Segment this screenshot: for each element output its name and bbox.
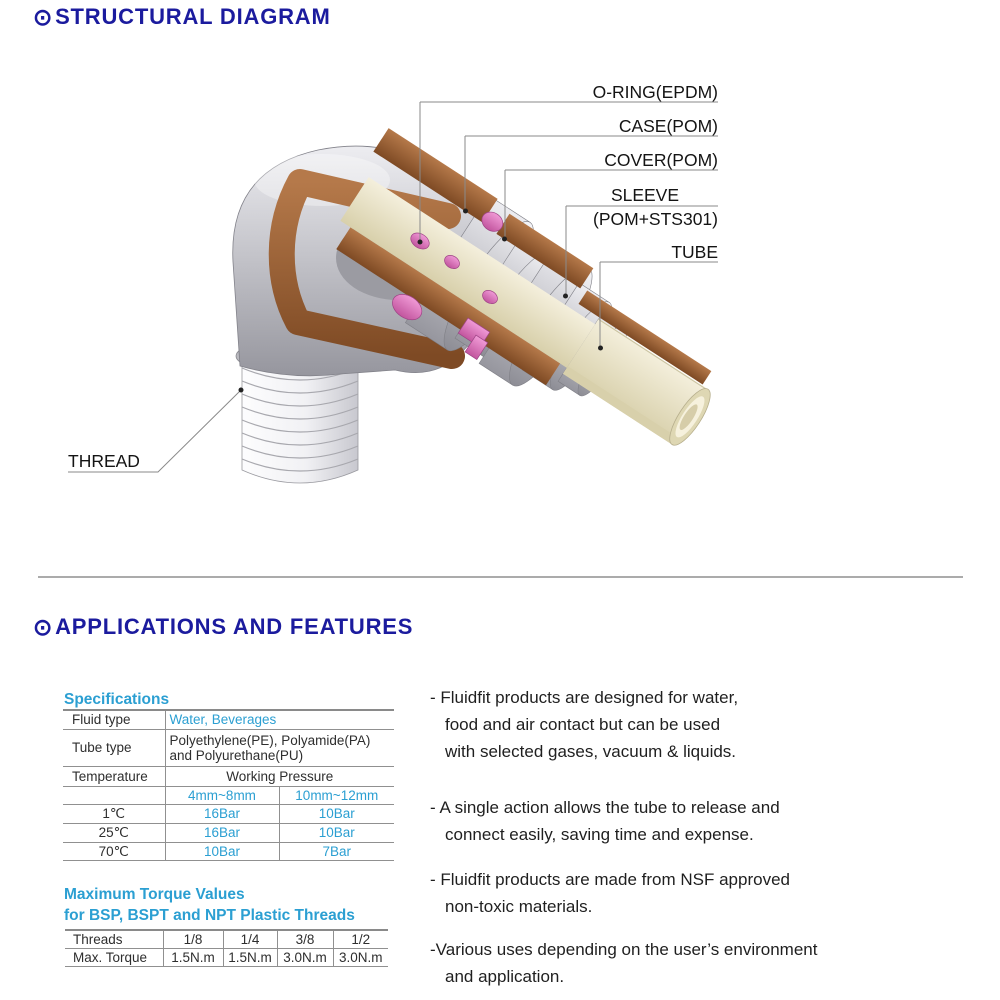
spec-empty-cell: [63, 786, 165, 804]
spec-pressure-cell: 10Bar: [279, 804, 394, 823]
spec-pressure-cell: 16Bar: [165, 823, 279, 842]
label-sleeve-line2: (POM+STS301): [593, 209, 718, 229]
feature-item: [430, 866, 990, 920]
feature-line: non-toxic materials.: [445, 897, 593, 916]
spec-tube-type-value: Polyethylene(PE), Polyamide(PA) and Polyurethane(PU): [165, 729, 394, 766]
label-thread: THREAD: [68, 451, 140, 471]
label-oring: O-RING(EPDM): [592, 82, 718, 102]
section-bullet-icon: ⊙: [33, 613, 54, 640]
section2-title-text: APPLICATIONS AND FEATURES: [55, 614, 414, 639]
torque-max-label: Max. Torque: [65, 949, 163, 967]
feature-item: [430, 936, 990, 990]
label-cover: COVER(POM): [604, 150, 718, 170]
torque-value-cell: 1.5N.m: [223, 949, 277, 967]
spec-temperature-label: Temperature: [63, 766, 165, 786]
section1-title-text: STRUCTURAL DIAGRAM: [55, 4, 331, 29]
torque-title-line1: Maximum Torque Values: [64, 886, 245, 903]
spec-size-col-2: 10mm~12mm: [279, 786, 394, 804]
spec-temp-cell: 25℃: [63, 823, 165, 842]
label-tube: TUBE: [671, 242, 718, 262]
feature-line: - Fluidfit products are made from NSF approved: [430, 870, 790, 889]
specifications-title: Specifications: [64, 691, 170, 708]
torque-size-cell: 1/4: [223, 930, 277, 949]
torque-value-cell: 3.0N.m: [333, 949, 388, 967]
label-sleeve-line1: SLEEVE: [610, 185, 680, 205]
torque-size-cell: 1/2: [333, 930, 388, 949]
label-case: CASE(POM): [618, 116, 718, 136]
torque-size-cell: 3/8: [277, 930, 333, 949]
section-title-structural-diagram: [33, 4, 331, 30]
spec-pressure-cell: 16Bar: [165, 804, 279, 823]
feature-line: and application.: [445, 967, 565, 986]
section-divider: [38, 576, 963, 578]
feature-line: - A single action allows the tube to release and: [430, 798, 780, 817]
spec-temp-cell: 1℃: [63, 804, 165, 823]
torque-value-cell: 3.0N.m: [277, 949, 333, 967]
torque-title-line2: for BSP, BSPT and NPT Plastic Threads: [64, 907, 355, 924]
section-bullet-icon: ⊙: [33, 3, 54, 30]
spec-fluid-type-value: Water, Beverages: [165, 710, 394, 729]
specifications-table: [63, 709, 394, 861]
spec-temp-cell: 70℃: [63, 842, 165, 860]
spec-tube-type-label: Tube type: [63, 729, 165, 766]
torque-threads-label: Threads: [65, 930, 163, 949]
torque-size-cell: 1/8: [163, 930, 223, 949]
feature-line: connect easily, saving time and expense.: [445, 825, 754, 844]
section-title-applications: [33, 614, 413, 640]
spec-pressure-cell: 7Bar: [279, 842, 394, 860]
feature-line: with selected gases, vacuum & liquids.: [445, 742, 737, 761]
spec-size-col-1: 4mm~8mm: [165, 786, 279, 804]
torque-title: [64, 884, 355, 926]
torque-value-cell: 1.5N.m: [163, 949, 223, 967]
feature-item: [430, 684, 990, 765]
feature-line: -Various uses depending on the user’s environment: [430, 940, 818, 959]
spec-fluid-type-label: Fluid type: [63, 710, 165, 729]
spec-pressure-cell: 10Bar: [165, 842, 279, 860]
feature-line: - Fluidfit products are designed for water,: [430, 688, 739, 707]
feature-item: [430, 794, 990, 848]
spec-working-pressure-label: Working Pressure: [165, 766, 394, 786]
torque-table: [65, 929, 388, 967]
spec-pressure-cell: 10Bar: [279, 823, 394, 842]
feature-line: food and air contact but can be used: [445, 715, 721, 734]
